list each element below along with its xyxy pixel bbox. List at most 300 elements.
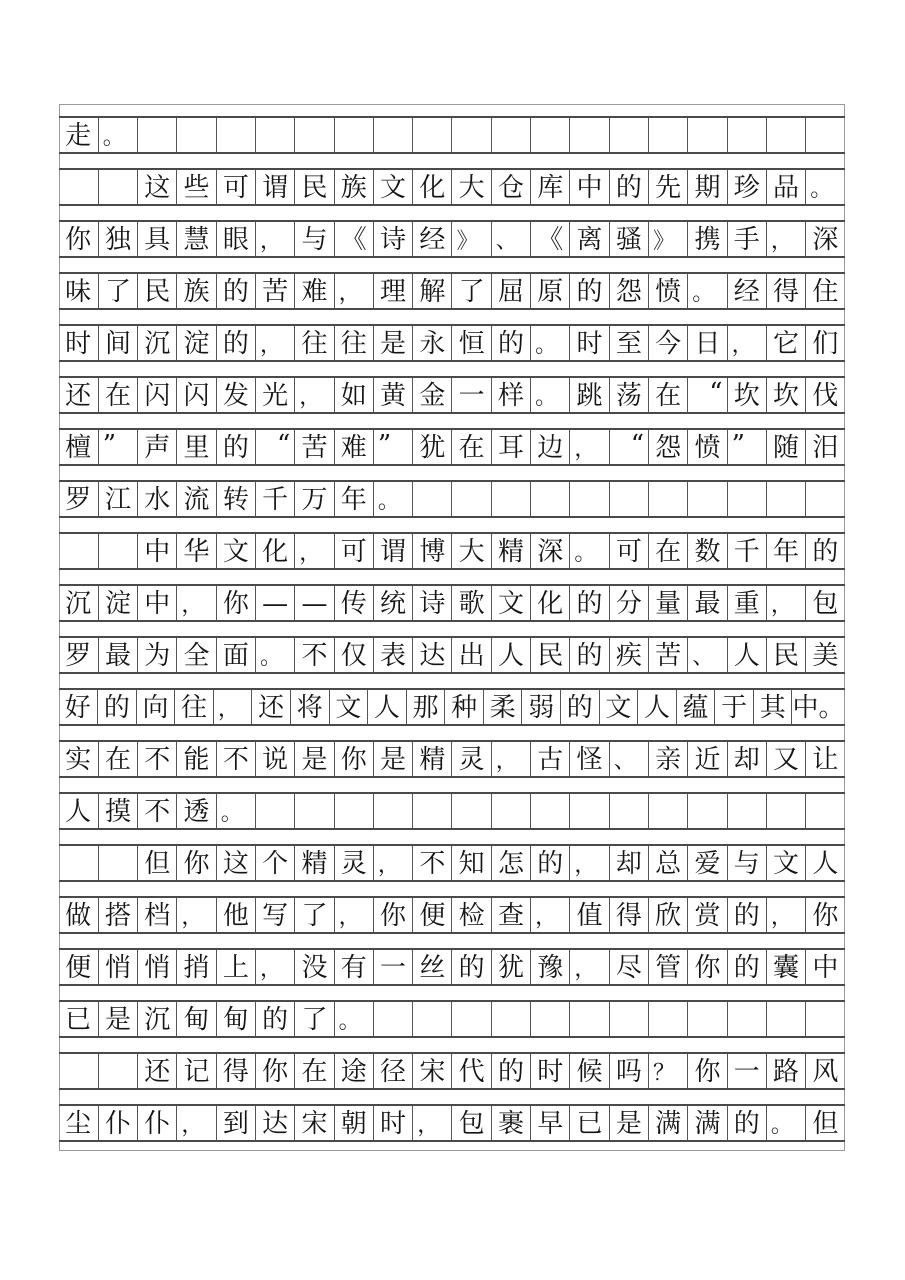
grid-cell: 人 — [367, 690, 406, 724]
grid-cell-empty — [727, 1002, 766, 1036]
grid-cell: 库 — [530, 170, 569, 204]
grid-cell: ， — [334, 274, 373, 308]
grid-cell: 发 — [216, 378, 255, 412]
grid-cell: 深 — [805, 222, 844, 256]
grid-cell: 样 — [491, 378, 530, 412]
grid-cell-empty — [727, 794, 766, 828]
grid-cell-empty — [648, 118, 687, 152]
grid-cell: 解 — [412, 274, 451, 308]
grid-cell: ” — [373, 430, 412, 464]
grid-cell: 尘 — [65, 1109, 92, 1139]
grid-cell: 能 — [176, 742, 215, 776]
grid-cell: 化 — [412, 170, 451, 204]
grid-cell: 却 — [727, 742, 766, 776]
grid-cell: ， — [255, 326, 294, 360]
grid-cell: 到 — [216, 1106, 255, 1140]
grid-cell: 先 — [648, 170, 687, 204]
grid-cell: ， — [255, 950, 294, 984]
grid-cell: 全 — [176, 638, 215, 672]
grid-cell: 转 — [216, 482, 255, 516]
grid-cell: ” — [98, 430, 137, 464]
grid-cell: 上 — [216, 950, 255, 984]
grid-cell: 悄 — [137, 950, 176, 984]
grid-cell: 愤 — [648, 274, 687, 308]
grid-row — [59, 844, 845, 882]
grid-cell: 《 — [334, 222, 373, 256]
grid-cell: 不 — [216, 742, 255, 776]
grid-row — [59, 376, 845, 414]
grid-cell: 写 — [255, 898, 294, 932]
grid-cell: 仓 — [491, 170, 530, 204]
grid-cell: ， — [766, 586, 805, 620]
grid-cell: 于 — [714, 690, 753, 724]
grid-cell: 人 — [727, 638, 766, 672]
grid-cell: 难 — [294, 274, 333, 308]
grid-cell: 年 — [766, 534, 805, 568]
grid-cell: ， — [491, 742, 530, 776]
grid-cell: 沉 — [137, 1002, 176, 1036]
grid-cell: 罗 — [65, 641, 92, 671]
grid-cell: 人 — [805, 846, 844, 880]
grid-cell: 文 — [599, 690, 638, 724]
grid-cell: 透 — [176, 794, 215, 828]
grid-cell: 尽 — [609, 950, 648, 984]
grid-cell: 歌 — [451, 586, 490, 620]
grid-cell: 甸 — [216, 1002, 255, 1036]
grid-cell-empty — [294, 794, 333, 828]
grid-cell: ， — [176, 898, 215, 932]
grid-row — [59, 896, 845, 934]
grid-cell: 吗 — [609, 1054, 648, 1088]
grid-cell-empty — [176, 118, 215, 152]
grid-cell: 住 — [805, 274, 844, 308]
grid-cell: 人 — [637, 690, 676, 724]
grid-cell-empty — [451, 482, 490, 516]
grid-cell: 是 — [294, 742, 333, 776]
grid-cell: 管 — [648, 950, 687, 984]
grid-cell: ， — [294, 534, 333, 568]
grid-cell: 一 — [727, 1054, 766, 1088]
grid-cell: 他 — [216, 898, 255, 932]
grid-cell: 在 — [98, 378, 137, 412]
grid-cell: 怎 — [491, 846, 530, 880]
grid-cell-empty — [648, 482, 687, 516]
grid-cell: 。 — [530, 378, 569, 412]
grid-cell: 灵 — [334, 846, 373, 880]
grid-cell: 宋 — [294, 1106, 333, 1140]
grid-cell: 你 — [216, 586, 255, 620]
grid-cell: 如 — [334, 378, 373, 412]
grid-cell: 文 — [491, 586, 530, 620]
grid-cell-empty — [98, 846, 137, 880]
grid-cell: 数 — [687, 534, 726, 568]
grid-cell: 中 — [569, 170, 608, 204]
grid-cell: 时 — [65, 329, 92, 359]
grid-cell: 蕴 — [676, 690, 715, 724]
grid-cell: 华 — [176, 534, 215, 568]
grid-cell: 的 — [569, 586, 608, 620]
grid-cell: 屈 — [491, 274, 530, 308]
grid-cell-empty — [451, 1002, 490, 1036]
grid-cell: 随 — [766, 430, 805, 464]
grid-cell: 中 — [137, 586, 176, 620]
grid-row — [59, 1000, 845, 1038]
grid-cell-empty — [805, 794, 844, 828]
grid-row — [59, 324, 845, 362]
grid-cell: 悄 — [98, 950, 137, 984]
grid-cell: 的 — [805, 534, 844, 568]
grid-row — [59, 636, 845, 674]
grid-cell: 精 — [491, 534, 530, 568]
grid-cell: 在 — [451, 430, 490, 464]
grid-cell: ， — [530, 898, 569, 932]
grid-cell: 你 — [334, 742, 373, 776]
grid-cell-empty — [727, 482, 766, 516]
grid-cell: 亲 — [648, 742, 687, 776]
grid-cell: “ — [687, 378, 726, 412]
grid-cell: 得 — [216, 1054, 255, 1088]
grid-cell: 的 — [569, 274, 608, 308]
grid-cell: 不 — [412, 846, 451, 880]
grid-cell: 宋 — [412, 1054, 451, 1088]
grid-cell: 离 — [569, 222, 608, 256]
grid-cell: 却 — [609, 846, 648, 880]
grid-cell-empty — [805, 118, 844, 152]
grid-cell: 的 — [216, 430, 255, 464]
grid-cell: 丝 — [412, 950, 451, 984]
grid-cell: 的 — [491, 326, 530, 360]
grid-cell: 又 — [766, 742, 805, 776]
grid-cell: 种 — [444, 690, 483, 724]
grid-cell: 携 — [687, 222, 726, 256]
grid-cell: 甸 — [176, 1002, 215, 1036]
grid-cell: 往 — [174, 690, 213, 724]
grid-cell: 金 — [412, 378, 451, 412]
grid-cell: 中 — [137, 534, 176, 568]
grid-cell: 化 — [255, 534, 294, 568]
grid-cell: 了 — [294, 1002, 333, 1036]
grid-cell: 与 — [727, 846, 766, 880]
grid-cell-empty — [569, 1002, 608, 1036]
grid-cell: 愤 — [687, 430, 726, 464]
grid-cell: 其 — [753, 690, 792, 724]
grid-cell: 不 — [137, 794, 176, 828]
grid-cell: 仆 — [98, 1106, 137, 1140]
grid-row — [59, 116, 845, 154]
grid-cell: 水 — [137, 482, 176, 516]
grid-cell: ， — [373, 846, 412, 880]
grid-cell: 将 — [290, 690, 329, 724]
grid-cell: 一 — [451, 378, 490, 412]
grid-cell: 你 — [687, 1054, 726, 1088]
grid-cell-empty — [412, 1002, 451, 1036]
grid-cell: 博 — [412, 534, 451, 568]
grid-cell: ， — [255, 222, 294, 256]
grid-row — [59, 1052, 845, 1090]
grid-cell: 美 — [805, 638, 844, 672]
grid-cell-empty — [59, 1054, 98, 1088]
grid-cell-empty — [530, 1002, 569, 1036]
grid-cell-empty — [569, 794, 608, 828]
grid-cell: 是 — [373, 742, 412, 776]
grid-cell: 。 — [766, 1106, 805, 1140]
grid-cell: 分 — [609, 586, 648, 620]
grid-cell: 早 — [530, 1106, 569, 1140]
grid-cell: 。 — [687, 274, 726, 308]
grid-cell: 没 — [294, 950, 333, 984]
grid-cell: 的 — [216, 326, 255, 360]
grid-cell: 怨 — [609, 274, 648, 308]
grid-cell: 。 — [805, 170, 844, 204]
grid-cell: ， — [569, 430, 608, 464]
grid-cell: 原 — [530, 274, 569, 308]
grid-cell-empty — [569, 118, 608, 152]
grid-cell: 千 — [727, 534, 766, 568]
grid-cell: 知 — [451, 846, 490, 880]
grid-row — [59, 272, 845, 310]
grid-cell: 最 — [687, 586, 726, 620]
grid-cell: 便 — [65, 953, 92, 983]
grid-cell: 捎 — [176, 950, 215, 984]
grid-cell-empty — [59, 534, 98, 568]
grid-cell: ？ — [648, 1054, 687, 1088]
grid-cell: 便 — [412, 898, 451, 932]
grid-cell: 民 — [294, 170, 333, 204]
grid-cell: 仆 — [137, 1106, 176, 1140]
grid-cell: 途 — [334, 1054, 373, 1088]
grid-cell-empty — [412, 794, 451, 828]
grid-cell: 黄 — [373, 378, 412, 412]
grid-cell: “ — [255, 430, 294, 464]
grid-cell: 骚 — [609, 222, 648, 256]
grid-cell: 淀 — [176, 326, 215, 360]
grid-cell: 沉 — [65, 589, 92, 619]
grid-cell-empty — [609, 118, 648, 152]
grid-cell: 间 — [98, 326, 137, 360]
grid-cell: 近 — [687, 742, 726, 776]
grid-cell: 民 — [766, 638, 805, 672]
grid-cell: 、 — [687, 638, 726, 672]
grid-cell: 独 — [98, 222, 137, 256]
grid-cell: 疾 — [609, 638, 648, 672]
grid-cell: 搭 — [98, 898, 137, 932]
grid-cell: 还 — [137, 1054, 176, 1088]
grid-cell: 荡 — [609, 378, 648, 412]
grid-cell: 可 — [216, 170, 255, 204]
grid-cell: 年 — [334, 482, 373, 516]
grid-cell: 是 — [609, 1106, 648, 1140]
grid-cell: 的 — [216, 274, 255, 308]
grid-cell: 检 — [451, 898, 490, 932]
grid-cell: 的 — [255, 1002, 294, 1036]
grid-cell: 不 — [137, 742, 176, 776]
grid-cell: 的 — [530, 846, 569, 880]
grid-cell-empty — [59, 170, 98, 204]
grid-cell: 文 — [216, 534, 255, 568]
grid-cell: 得 — [609, 898, 648, 932]
grid-cell: 中。 — [791, 690, 844, 724]
grid-cell-empty — [491, 794, 530, 828]
grid-cell: 。 — [216, 794, 255, 828]
grid-cell: “ — [609, 430, 648, 464]
grid-cell-empty — [609, 794, 648, 828]
grid-cell: ， — [766, 898, 805, 932]
grid-cell: 》 — [648, 222, 687, 256]
grid-cell: 了 — [98, 274, 137, 308]
grid-cell: 精 — [412, 742, 451, 776]
grid-cell: 满 — [648, 1106, 687, 1140]
grid-cell: ， — [727, 326, 766, 360]
grid-cell: 这 — [137, 170, 176, 204]
grid-cell-empty — [687, 482, 726, 516]
grid-cell: 已 — [65, 1005, 92, 1035]
grid-cell: 恒 — [451, 326, 490, 360]
grid-cell: 得 — [766, 274, 805, 308]
grid-row — [59, 168, 845, 206]
grid-cell: 淀 — [98, 586, 137, 620]
grid-cell: 可 — [334, 534, 373, 568]
grid-cell: 《 — [530, 222, 569, 256]
grid-cell: 族 — [176, 274, 215, 308]
grid-row — [59, 792, 845, 830]
grid-cell: 径 — [373, 1054, 412, 1088]
grid-cell: 它 — [766, 326, 805, 360]
grid-cell: 经 — [727, 274, 766, 308]
grid-cell: 的 — [609, 170, 648, 204]
grid-cell: 统 — [373, 586, 412, 620]
grid-cell: 做 — [65, 901, 92, 931]
grid-cell: 苦 — [294, 430, 333, 464]
grid-cell-empty — [137, 118, 176, 152]
grid-cell: 。 — [98, 118, 137, 152]
grid-cell: 还 — [65, 381, 92, 411]
grid-cell: 传 — [334, 586, 373, 620]
grid-cell-empty — [530, 482, 569, 516]
grid-cell: 罗 — [65, 485, 92, 515]
grid-cell: 手 — [727, 222, 766, 256]
grid-cell: 人 — [491, 638, 530, 672]
grid-cell-empty — [609, 1002, 648, 1036]
grid-cell: 文 — [766, 846, 805, 880]
grid-cell: 包 — [451, 1106, 490, 1140]
grid-cell: 日 — [687, 326, 726, 360]
grid-cell: ， — [569, 846, 608, 880]
grid-cell: 你 — [373, 898, 412, 932]
grid-cell-empty — [648, 1002, 687, 1036]
grid-cell: 可 — [609, 534, 648, 568]
grid-cell: 的 — [569, 638, 608, 672]
grid-cell: 满 — [687, 1106, 726, 1140]
grid-cell-empty — [334, 794, 373, 828]
grid-cell-empty — [530, 118, 569, 152]
grid-cell: 的 — [727, 898, 766, 932]
grid-cell: 千 — [255, 482, 294, 516]
grid-cell: 民 — [530, 638, 569, 672]
grid-cell-empty — [451, 118, 490, 152]
grid-cell-empty — [255, 118, 294, 152]
grid-cell: 族 — [334, 170, 373, 204]
grid-cell: 们 — [805, 326, 844, 360]
grid-cell: 江 — [98, 482, 137, 516]
grid-cell: 坎 — [766, 378, 805, 412]
grid-cell: 是 — [373, 326, 412, 360]
grid-cell: 跳 — [569, 378, 608, 412]
grid-cell: 、 — [609, 742, 648, 776]
grid-cell: 。 — [334, 1002, 373, 1036]
grid-cell: 的 — [451, 950, 490, 984]
grid-cell: 豫 — [530, 950, 569, 984]
grid-cell: 经 — [412, 222, 451, 256]
grid-cell-empty — [766, 794, 805, 828]
grid-cell-empty — [727, 118, 766, 152]
grid-cell-empty — [294, 118, 333, 152]
grid-cell: 摸 — [98, 794, 137, 828]
grid-cell-empty — [373, 118, 412, 152]
grid-cell: 达 — [255, 1106, 294, 1140]
grid-cell: 时 — [373, 1106, 412, 1140]
grid-row — [59, 428, 845, 466]
grid-cell: 的 — [727, 950, 766, 984]
grid-cell: 时 — [530, 1054, 569, 1088]
grid-cell-empty — [687, 794, 726, 828]
grid-cell: 你 — [176, 846, 215, 880]
grid-cell: 这 — [216, 846, 255, 880]
grid-cell: ， — [176, 586, 215, 620]
grid-cell: 谓 — [373, 534, 412, 568]
grid-cell: 沉 — [137, 326, 176, 360]
grid-row — [59, 584, 845, 622]
grid-cell: ” — [727, 430, 766, 464]
grid-cell: 爱 — [687, 846, 726, 880]
grid-cell: 具 — [137, 222, 176, 256]
grid-cell-empty — [491, 118, 530, 152]
grid-cell-empty — [609, 482, 648, 516]
grid-cell: 。 — [255, 638, 294, 672]
grid-cell: 风 — [805, 1054, 844, 1088]
grid-cell: 个 — [255, 846, 294, 880]
composition-grid-sheet — [59, 104, 845, 1151]
grid-cell: 边 — [530, 430, 569, 464]
grid-cell-empty — [648, 794, 687, 828]
grid-cell: 路 — [766, 1054, 805, 1088]
grid-cell: 些 — [176, 170, 215, 204]
grid-cell-empty — [412, 482, 451, 516]
grid-cell: 出 — [451, 638, 490, 672]
grid-cell: ， — [334, 898, 373, 932]
grid-row — [59, 948, 845, 986]
grid-cell: 期 — [687, 170, 726, 204]
grid-cell: 苦 — [255, 274, 294, 308]
grid-cell: 仅 — [334, 638, 373, 672]
grid-cell: 苦 — [648, 638, 687, 672]
grid-cell: 永 — [412, 326, 451, 360]
grid-cell: 达 — [412, 638, 451, 672]
grid-cell: 候 — [569, 1054, 608, 1088]
grid-cell: 那 — [406, 690, 445, 724]
grid-cell: 你 — [255, 1054, 294, 1088]
grid-cell: 里 — [176, 430, 215, 464]
grid-cell: 今 — [648, 326, 687, 360]
grid-cell: 中 — [805, 950, 844, 984]
grid-cell: 的 — [560, 690, 599, 724]
grid-cell: 记 — [176, 1054, 215, 1088]
grid-cell-empty — [491, 482, 530, 516]
grid-cell: 的 — [97, 690, 136, 724]
grid-cell: 怪 — [569, 742, 608, 776]
grid-cell: 深 — [530, 534, 569, 568]
grid-cell: 声 — [137, 430, 176, 464]
grid-cell: 理 — [373, 274, 412, 308]
